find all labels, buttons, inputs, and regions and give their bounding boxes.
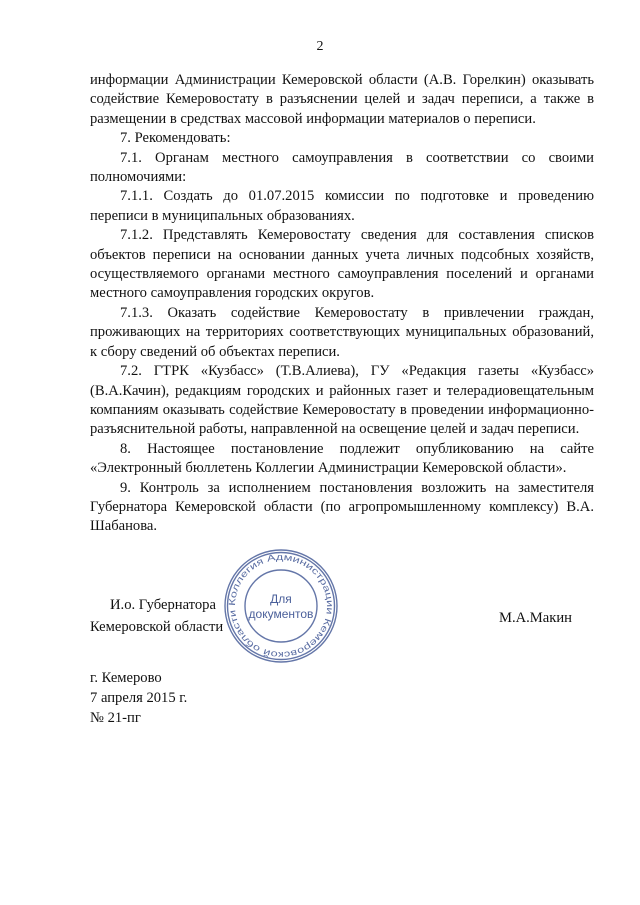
- signature-title-line2: Кемеровской области: [90, 619, 224, 635]
- paragraph-8: 8. Настоящее постановление подлежит опубликованию на сайте «Электронный бюллетень Коллегии Администрации Кемеровской области».: [90, 440, 594, 477]
- paragraph-7-2: 7.2. ГТРК «Кузбасс» (Т.В.Алиева), ГУ «Редакция газеты «Кузбасс» (В.А.Качин), редакциям городских и районных газет и телерадиовещательным компаниям оказывать содействие Кемеровостату в проведении информационно-разъяснительной работы, направленной на освещение целей и задач переписи.: [90, 363, 594, 438]
- paragraph-informing: информации Администрации Кемеровской области (А.В. Горелкин) оказывать содействие Кемеровостату в разъяснении целей и задач переписи, а также в размещении в средствах массовой информации материалов о переписи.: [90, 72, 594, 127]
- signature-title-line1: И.о. Губернатора: [110, 597, 216, 613]
- paragraph-7-1: 7.1. Органам местного самоуправления в соответствии со своими полномочиями:: [90, 149, 594, 186]
- footer-number: № 21-пг: [90, 710, 141, 726]
- footer-city: г. Кемерово: [90, 670, 162, 686]
- document-footer: [90, 668, 187, 728]
- document-body: [90, 71, 594, 537]
- footer-date: 7 апреля 2015 г.: [90, 690, 188, 706]
- paragraph-9: 9. Контроль за исполнением постановления возложить на заместителя Губернатора Кемеровской области (по агропромышленному комплексу) В.А. Шабанова.: [90, 479, 594, 535]
- paragraph-7-1-1: 7.1.1. Создать до 01.07.2015 комиссии по подготовке и проведению переписи в муниципальных образованиях.: [90, 188, 594, 224]
- page-number: 2: [316, 39, 324, 54]
- paragraph-7-1-3: 7.1.3. Оказать содействие Кемеровостату в привлечении граждан, проживающих на территориях соответствующих муниципальных образований, к сбору сведений об объектах переписи.: [90, 304, 594, 360]
- signatory-name: М.А.Макин: [499, 610, 572, 626]
- paragraph-7: 7. Рекомендовать:: [120, 130, 231, 147]
- signature-title: [90, 594, 223, 638]
- paragraph-7-1-2: 7.1.2. Представлять Кемеровостату сведения для составления списков объектов переписи на основании данных учета личных подсобных хозяйств, осуществляемого органами местного самоуправления поселений и органами местного самоуправления городских округов.: [90, 227, 594, 302]
- stamp-center-line1: Для: [270, 592, 292, 606]
- stamp-center-line2: документов: [248, 607, 314, 621]
- stamp-ring-text: Коллегия Администрации Кемеровской области: [226, 551, 336, 661]
- official-stamp: [222, 547, 340, 665]
